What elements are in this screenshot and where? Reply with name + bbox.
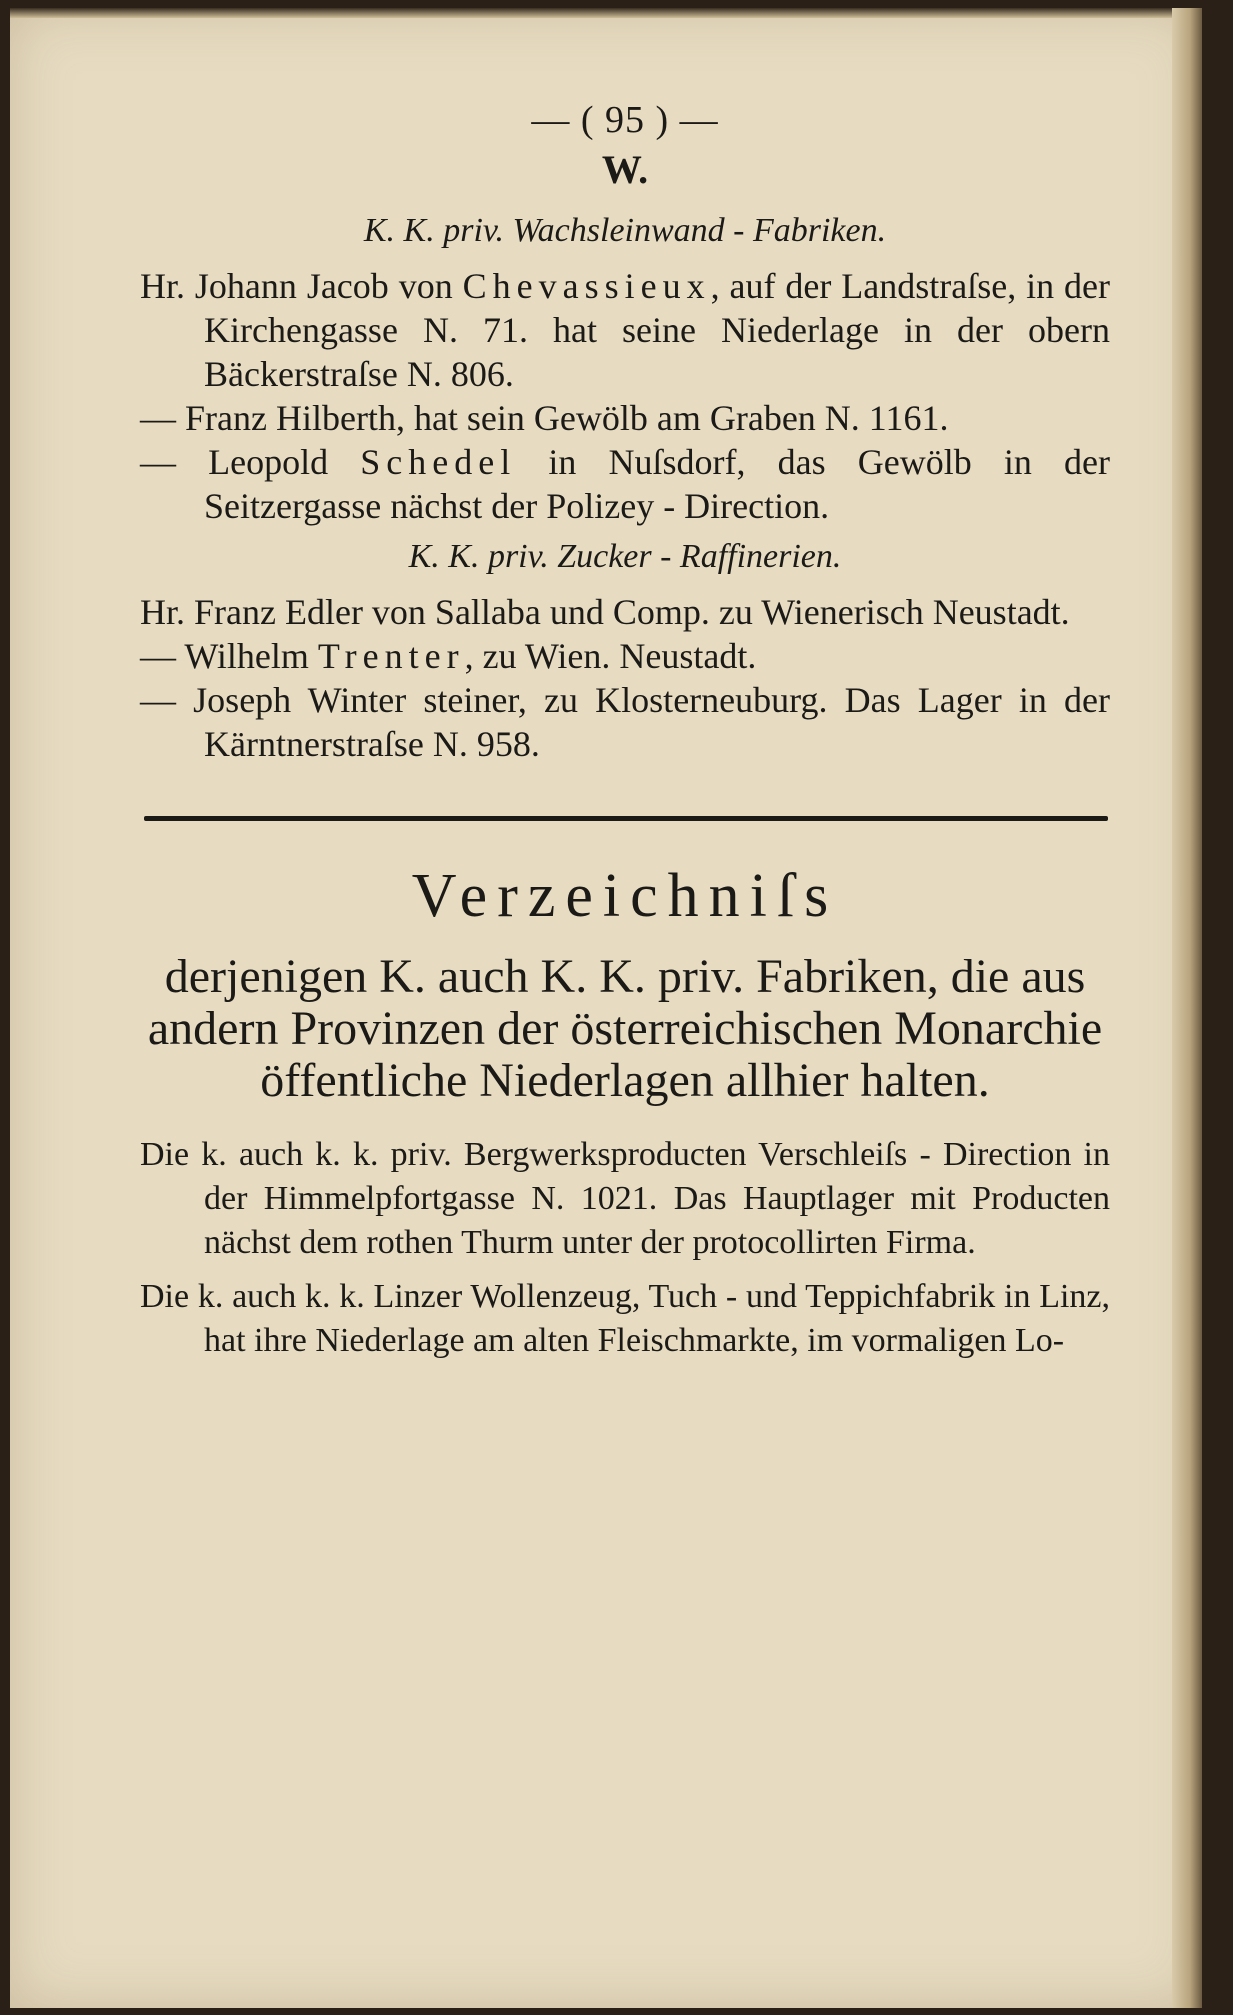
entry-text: , hat sein Gewölb am Graben N. 1161. xyxy=(395,398,949,438)
heading-text: K. K. priv. Zucker - Raffinerien. xyxy=(408,538,842,575)
entry-surname: Trenter xyxy=(317,636,465,676)
page-subtitle: derjenigen K. auch K. K. priv. Fabriken, die aus andern Provinzen der österreichischen Monarchie öffentliche Niederlagen allhier halten. xyxy=(147,950,1103,1107)
section-heading-zucker xyxy=(140,538,1110,576)
entry-surname: Chevassieux xyxy=(462,266,711,306)
entry-name: Joseph Winter steiner xyxy=(193,680,518,720)
entry-name: Leopold xyxy=(208,442,361,482)
entry-name: Johann Jacob von xyxy=(194,266,463,306)
entry-name: Franz Edler von Sallaba und Comp. zu Wienerisch Neustadt. xyxy=(194,592,1070,632)
list-item xyxy=(140,634,1110,678)
entry-prefix: Hr. xyxy=(140,266,195,306)
heading-text: K. K. priv. Wachsleinwand - Fabriken. xyxy=(363,212,887,249)
list-item xyxy=(140,440,1110,528)
page-content xyxy=(140,98,1110,1363)
page-title: Verzeichniſs xyxy=(411,862,839,930)
entry-surname: Schedel xyxy=(360,442,517,482)
entry-name: Franz Hilberth xyxy=(185,398,396,438)
section-divider xyxy=(144,816,1108,821)
entry-prefix: Hr. xyxy=(140,592,194,632)
entry-text: in Nuſsdorf, das Gewölb in der Seitzergasse nächst der Polizey - Direction. xyxy=(204,442,1110,526)
directory-list xyxy=(140,1133,1110,1363)
page-number: — ( 95 ) — xyxy=(531,99,719,141)
entry-text: , auf der Landstraſse, in der Kirchengasse N. 71. hat seine Niederlage in der obern Bäckerstraſse N. 806. xyxy=(204,266,1110,394)
entry-text: , zu Klosterneuburg. Das Lager in der Kärntnerstraſse N. 958. xyxy=(204,680,1111,764)
entry-text: , zu Wien. Neustadt. xyxy=(464,636,757,676)
book-spine xyxy=(1172,8,1202,2008)
page-top-edge xyxy=(10,8,1202,18)
book-page xyxy=(10,8,1202,2008)
list-item xyxy=(140,678,1110,766)
list-item xyxy=(140,590,1110,634)
entry-name: Wilhelm xyxy=(184,636,318,676)
entry-prefix: — xyxy=(140,442,209,482)
section-letter: W. xyxy=(601,147,649,192)
list-item xyxy=(140,396,1110,440)
list-item xyxy=(140,264,1110,396)
list-item: Die k. auch k. k. priv. Bergwerksproducten Verschleiſs - Direction in der Himmelpfortgasse N. 1021. Das Hauptlager mit Producten nächst dem rothen Thurm unter der protocollirten Firma. xyxy=(140,1136,1110,1261)
entry-prefix: — xyxy=(140,636,185,676)
list-item: Die k. auch k. k. Linzer Wollenzeug, Tuch - und Teppichfabrik in Linz, hat ihre Niederlage am alten Fleischmarkte, im vormaligen Lo- xyxy=(140,1278,1110,1359)
section-heading-wachsleinwand xyxy=(140,212,1110,250)
entry-prefix: — xyxy=(140,398,185,438)
entry-prefix: — xyxy=(140,680,194,720)
